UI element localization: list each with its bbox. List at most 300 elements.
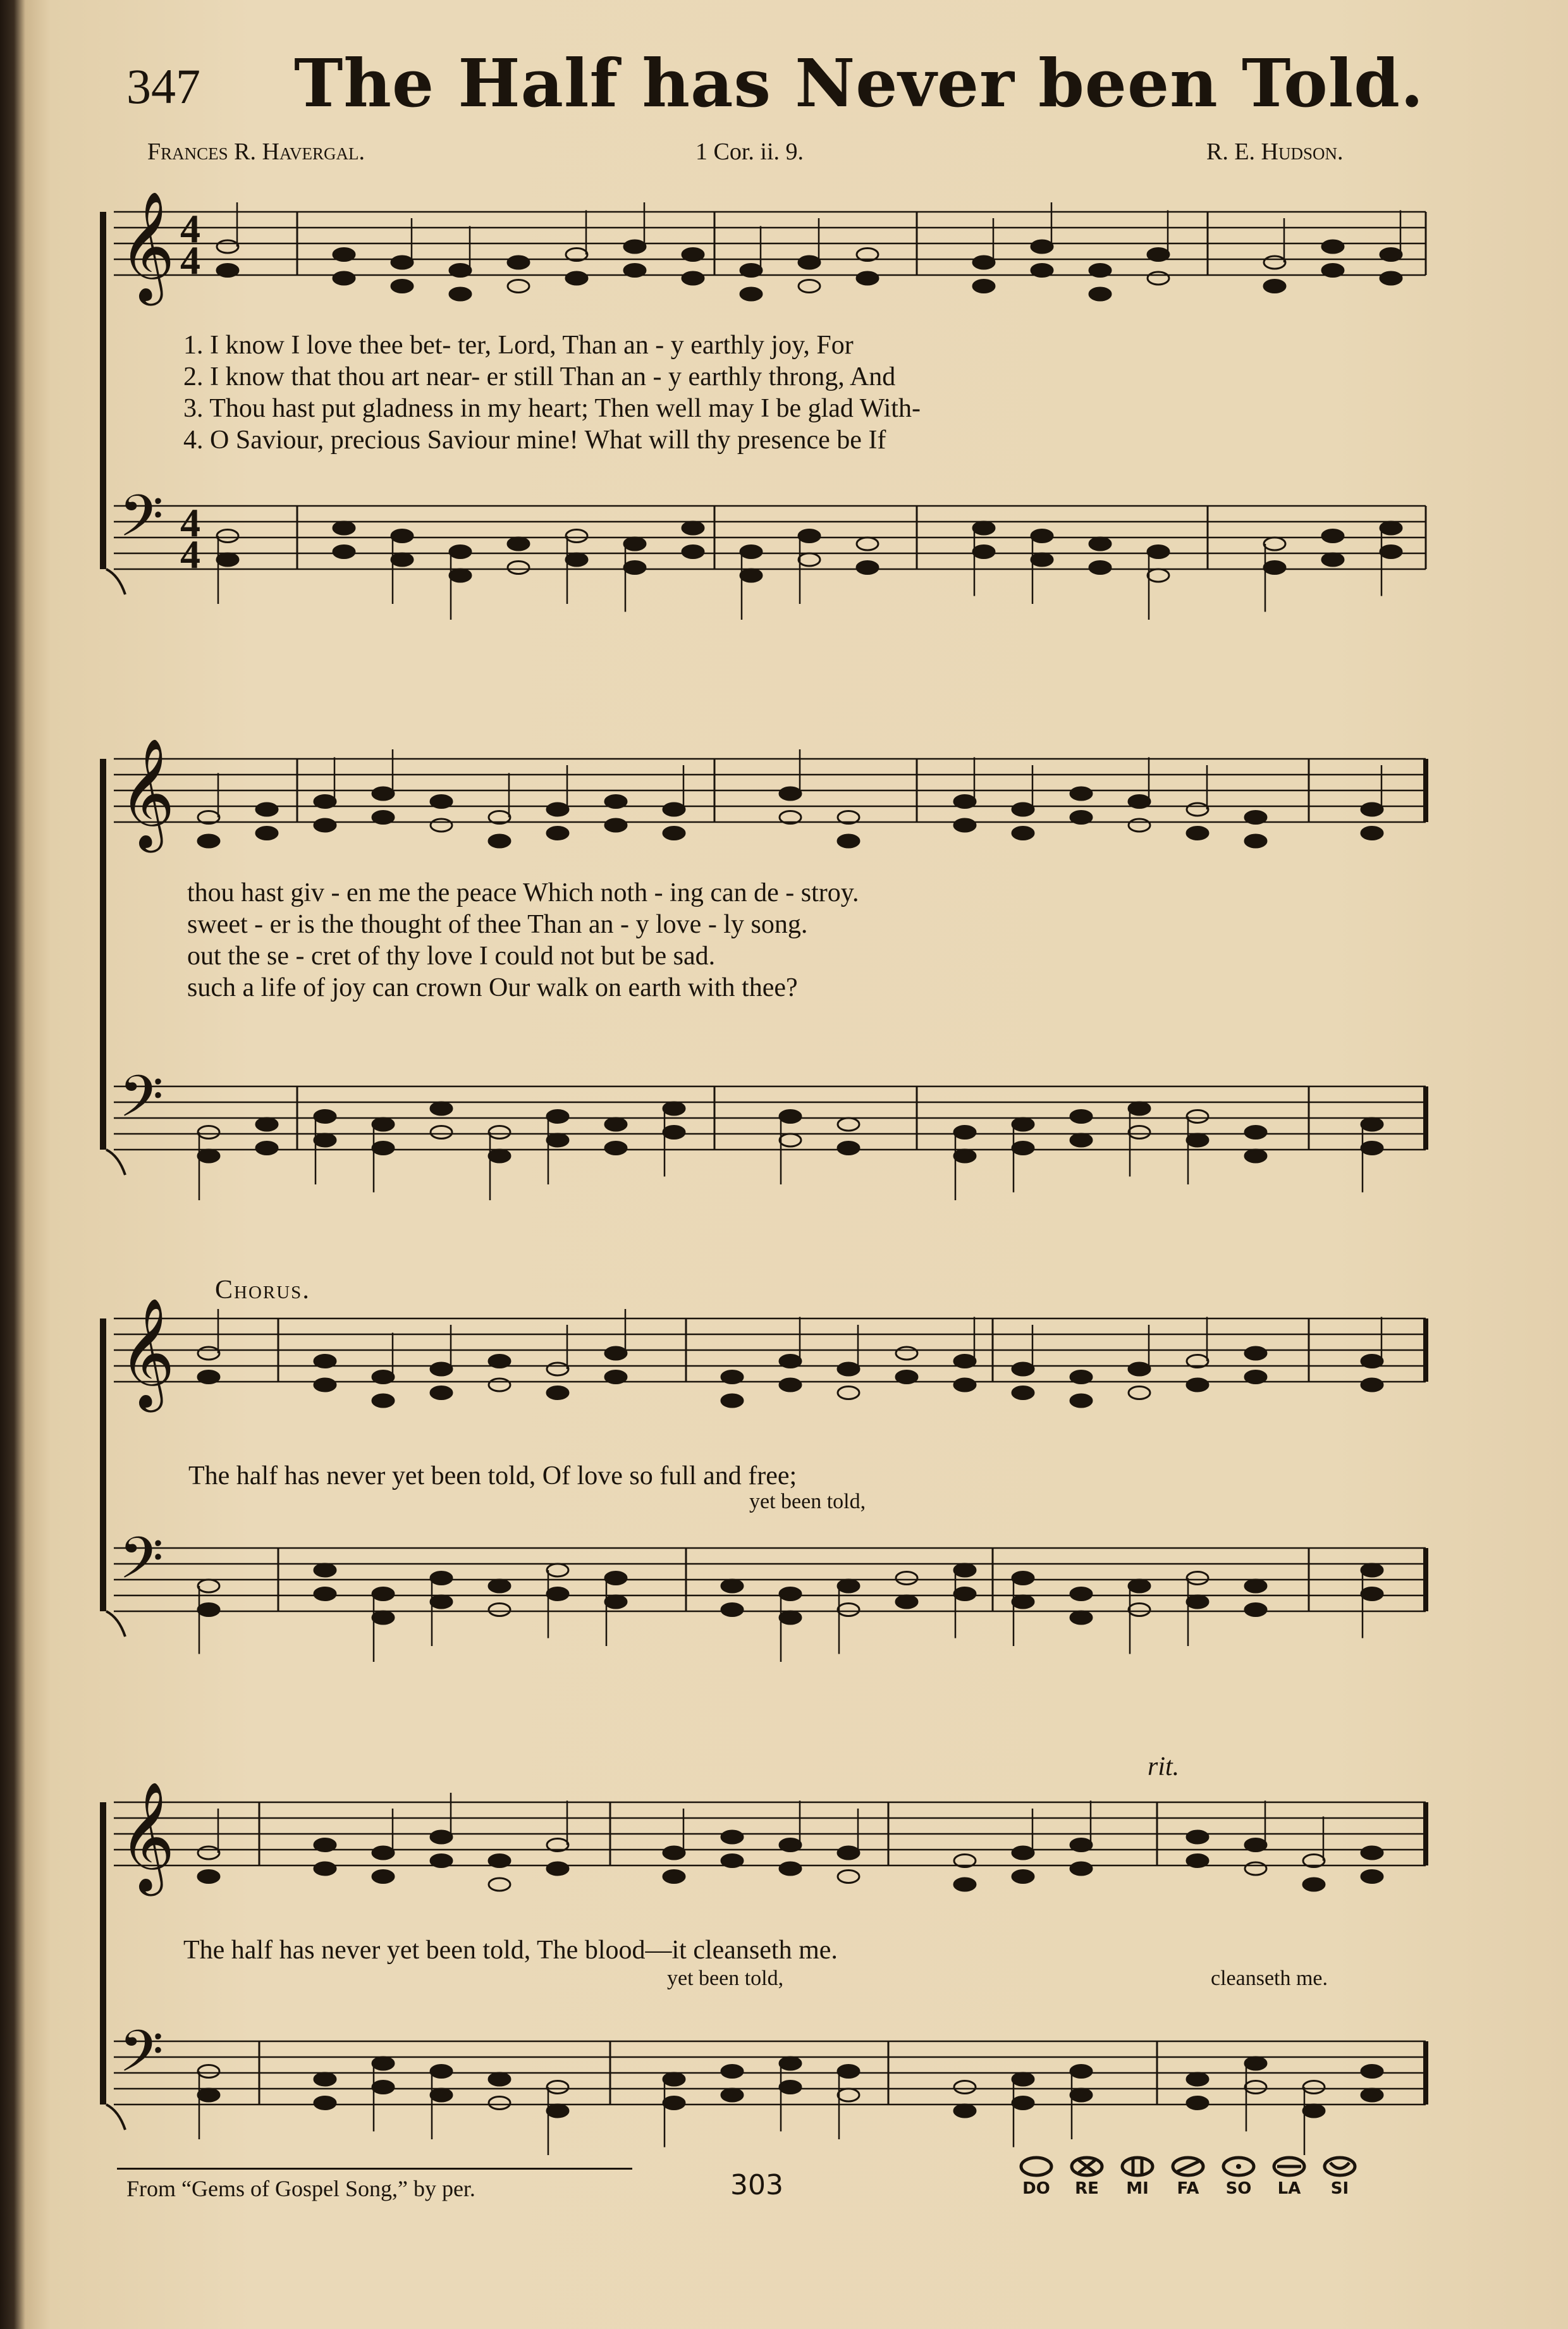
shape-key-si: SI	[1321, 2155, 1358, 2198]
notehead	[1361, 1847, 1383, 1859]
notehead	[1129, 819, 1150, 832]
notehead	[372, 1394, 394, 1407]
notehead	[489, 1355, 510, 1368]
notehead	[1245, 1580, 1266, 1592]
notehead	[547, 1387, 568, 1399]
notehead	[954, 2081, 976, 2094]
notehead	[682, 522, 704, 534]
notehead	[1129, 1580, 1150, 1592]
notehead	[1380, 249, 1402, 261]
verse-1-line-1: 1. I know I love thee bet- ter, Lord, Than an - y earthly joy, For	[183, 331, 854, 360]
notehead	[333, 249, 355, 261]
notehead	[721, 1580, 743, 1592]
la-shape-icon	[1272, 2155, 1306, 2178]
notehead	[663, 2097, 685, 2110]
notehead	[1187, 1110, 1208, 1123]
notehead	[372, 1118, 394, 1131]
notehead	[198, 1604, 219, 1616]
notehead	[1245, 2057, 1266, 2070]
notehead	[1361, 1588, 1383, 1601]
verse-2-line-2: sweet - er is the thought of thee Than an - y love - ly song.	[187, 910, 808, 939]
notehead	[547, 2081, 568, 2094]
bass-clef: 𝄢	[119, 1063, 164, 1144]
notehead	[566, 530, 587, 543]
notehead	[1264, 562, 1285, 574]
notehead	[566, 272, 587, 285]
shape-key-do: DO	[1018, 2155, 1055, 2198]
notehead	[1012, 803, 1034, 816]
notehead	[663, 1126, 685, 1139]
notehead	[1322, 264, 1344, 277]
notehead	[1012, 1387, 1034, 1399]
notehead	[1361, 2065, 1383, 2078]
notehead	[780, 787, 801, 800]
notehead	[431, 819, 452, 832]
notehead	[1012, 1595, 1034, 1608]
re-shape-icon	[1070, 2155, 1104, 2178]
notehead	[508, 280, 529, 293]
notehead	[333, 272, 355, 285]
notehead	[1380, 522, 1402, 534]
notehead	[1089, 264, 1111, 277]
notehead	[1129, 1363, 1150, 1375]
notehead	[605, 1347, 627, 1360]
bracket-curl	[106, 1611, 125, 1637]
notehead	[954, 1588, 976, 1601]
notehead	[1070, 2065, 1092, 2078]
notehead	[740, 288, 762, 300]
notehead	[954, 819, 976, 832]
notehead	[740, 546, 762, 558]
composer: R. E. Hudson.	[1206, 138, 1344, 165]
notehead	[1070, 1394, 1092, 1407]
bass-clef: 𝄢	[119, 482, 164, 563]
notehead	[954, 1355, 976, 1368]
notehead	[489, 1126, 510, 1139]
notehead	[838, 1580, 859, 1592]
notehead	[1245, 1347, 1266, 1360]
notehead	[1380, 272, 1402, 285]
notehead	[1031, 264, 1053, 277]
chorus-line-2-echo-2: cleanseth me.	[1211, 1967, 1328, 1990]
chorus-line-1-echo: yet been told,	[749, 1490, 866, 1513]
notehead	[1031, 530, 1053, 543]
notehead	[217, 553, 238, 566]
notehead	[663, 1102, 685, 1115]
notehead	[605, 796, 627, 808]
notehead	[721, 1831, 743, 1843]
bracket-curl	[106, 569, 125, 594]
notehead	[314, 1379, 336, 1391]
notehead	[1129, 1604, 1150, 1616]
notehead	[973, 280, 995, 293]
notehead	[1089, 288, 1111, 300]
notehead	[605, 819, 627, 832]
notehead	[605, 1595, 627, 1608]
notehead	[682, 546, 704, 558]
notehead	[450, 569, 471, 582]
notehead	[1245, 835, 1266, 847]
notehead	[198, 1347, 219, 1360]
notehead	[1245, 1371, 1266, 1384]
notehead	[838, 835, 859, 847]
bass-clef: 𝄢	[119, 2018, 164, 2099]
notehead	[198, 1371, 219, 1384]
notehead	[1187, 1134, 1208, 1146]
notehead	[372, 1847, 394, 1859]
notehead	[217, 530, 238, 543]
notehead	[1129, 1126, 1150, 1139]
fa-shape-icon	[1171, 2155, 1205, 2178]
notehead	[372, 787, 394, 800]
notehead	[1070, 1134, 1092, 1146]
notehead	[508, 538, 529, 550]
time-signature: 4	[180, 206, 200, 251]
notehead	[1031, 553, 1053, 566]
chorus-line-1: The half has never yet been told, Of love so full and free;	[188, 1461, 797, 1490]
notehead	[1187, 1831, 1208, 1843]
notehead	[1012, 1363, 1034, 1375]
notehead	[663, 1847, 685, 1859]
notehead	[624, 538, 646, 550]
notehead	[954, 1878, 976, 1891]
verse-1-line-2: thou hast giv - en me the peace Which noth - ing can de - stroy.	[187, 878, 859, 907]
notehead	[1303, 1878, 1325, 1891]
notehead	[780, 1134, 801, 1146]
notehead	[838, 2065, 859, 2078]
notehead	[1070, 1110, 1092, 1123]
notehead	[256, 803, 278, 816]
notehead	[314, 1134, 336, 1146]
notehead	[1361, 1142, 1383, 1155]
notehead	[489, 1150, 510, 1162]
bracket-curl	[106, 2105, 125, 2130]
notehead	[1361, 1379, 1383, 1391]
notehead	[256, 1118, 278, 1131]
notehead	[372, 1371, 394, 1384]
notehead	[1012, 1871, 1034, 1883]
notehead	[1031, 240, 1053, 253]
notehead	[1148, 249, 1169, 261]
mi-shape-icon	[1120, 2155, 1155, 2178]
so-shape-icon	[1222, 2155, 1256, 2178]
time-signature: 4	[180, 238, 200, 283]
notehead	[780, 1862, 801, 1875]
notehead	[1012, 1118, 1034, 1131]
notehead	[1187, 1572, 1208, 1585]
notehead	[1129, 1387, 1150, 1399]
notehead	[431, 1572, 452, 1585]
notehead	[547, 1564, 568, 1576]
do-shape-icon	[1019, 2155, 1053, 2178]
notehead	[954, 1126, 976, 1139]
treble-clef: 𝄞	[119, 1298, 175, 1408]
notehead	[314, 1355, 336, 1368]
notehead	[314, 819, 336, 832]
notehead	[780, 1379, 801, 1391]
notehead	[1070, 2089, 1092, 2101]
notehead	[954, 796, 976, 808]
notehead	[799, 553, 820, 566]
notehead	[391, 280, 413, 293]
notehead	[431, 796, 452, 808]
notehead	[799, 530, 820, 543]
notehead	[198, 1580, 219, 1592]
notehead	[1361, 827, 1383, 840]
notehead	[624, 264, 646, 277]
notehead	[838, 1142, 859, 1155]
notehead	[799, 280, 820, 293]
page-number: 303	[730, 2169, 783, 2201]
notehead	[1187, 1855, 1208, 1867]
notehead	[431, 1126, 452, 1139]
notehead	[1089, 562, 1111, 574]
notehead	[1012, 2073, 1034, 2086]
notehead	[838, 1387, 859, 1399]
shape-key-re: RE	[1069, 2155, 1105, 2198]
notehead	[431, 2065, 452, 2078]
notehead	[721, 1604, 743, 1616]
shape-note-key	[1018, 2155, 1358, 2198]
notehead	[1245, 1604, 1266, 1616]
notehead	[1361, 2089, 1383, 2101]
shape-key-fa: FA	[1170, 2155, 1206, 2198]
notehead	[391, 553, 413, 566]
notehead	[1245, 811, 1266, 824]
notehead	[1361, 1355, 1383, 1368]
notehead	[1187, 2073, 1208, 2086]
notehead	[1129, 796, 1150, 808]
notehead	[547, 1134, 568, 1146]
hymn-title: The Half has Never been Told.	[294, 44, 1424, 122]
verse-2-line-1: 2. I know that thou art near- er still Than an - y earthly throng, And	[183, 362, 896, 391]
notehead	[838, 1604, 859, 1616]
notehead	[1361, 1564, 1383, 1576]
treble-clef: 𝄞	[119, 191, 175, 301]
notehead	[780, 1839, 801, 1852]
notehead	[489, 1604, 510, 1616]
verse-4-line-1: 4. O Saviour, precious Saviour mine! What will thy presence be If	[183, 426, 886, 455]
notehead	[314, 1588, 336, 1601]
notehead	[624, 562, 646, 574]
notehead	[256, 1142, 278, 1155]
notehead	[1187, 827, 1208, 840]
notehead	[799, 256, 820, 269]
notehead	[740, 569, 762, 582]
notehead	[431, 1387, 452, 1399]
notehead	[1012, 1572, 1034, 1585]
notehead	[198, 1126, 219, 1139]
notehead	[489, 2073, 510, 2086]
notehead	[838, 1871, 859, 1883]
footer-source: From “Gems of Gospel Song,” by per.	[126, 2176, 475, 2201]
notehead	[372, 1871, 394, 1883]
notehead	[547, 1363, 568, 1375]
bracket-curl	[106, 1150, 125, 1175]
notehead	[256, 827, 278, 840]
notehead	[333, 546, 355, 558]
notehead	[780, 2057, 801, 2070]
notehead	[857, 272, 878, 285]
notehead	[973, 256, 995, 269]
notehead	[372, 1611, 394, 1624]
notehead	[1245, 1862, 1266, 1875]
notehead	[198, 2089, 219, 2101]
notehead	[547, 827, 568, 840]
chorus-line-2-echo-1: yet been told,	[667, 1967, 784, 1990]
time-signature: 4	[180, 532, 200, 577]
notehead	[1264, 256, 1285, 269]
notehead	[1070, 811, 1092, 824]
notehead	[973, 522, 995, 534]
notehead	[682, 272, 704, 285]
notehead	[450, 288, 471, 300]
notehead	[372, 811, 394, 824]
author: Frances R. Havergal.	[147, 138, 365, 165]
notehead	[450, 264, 471, 277]
notehead	[1187, 1379, 1208, 1391]
notehead	[1012, 827, 1034, 840]
treble-clef: 𝄞	[119, 738, 175, 848]
notehead	[1070, 787, 1092, 800]
notehead	[838, 1118, 859, 1131]
notehead	[1322, 240, 1344, 253]
notehead	[721, 1394, 743, 1407]
notehead	[973, 546, 995, 558]
notehead	[896, 1572, 917, 1585]
notehead	[489, 1855, 510, 1867]
notehead	[431, 1363, 452, 1375]
notehead	[372, 2081, 394, 2094]
notehead	[1380, 546, 1402, 558]
notehead	[605, 1118, 627, 1131]
notehead	[1089, 538, 1111, 550]
notehead	[605, 1572, 627, 1585]
system-bracket	[100, 212, 106, 569]
notehead	[780, 1355, 801, 1368]
notehead	[1322, 530, 1344, 543]
notehead	[1303, 2105, 1325, 2117]
notehead	[489, 2097, 510, 2110]
scripture-ref: 1 Cor. ii. 9.	[695, 138, 804, 165]
notehead	[314, 1110, 336, 1123]
notehead	[566, 553, 587, 566]
shape-key-mi: MI	[1119, 2155, 1156, 2198]
notehead	[450, 546, 471, 558]
si-shape-icon	[1323, 2155, 1357, 2178]
notehead	[954, 1150, 976, 1162]
notehead	[198, 2065, 219, 2078]
notehead	[1245, 2081, 1266, 2094]
notehead	[314, 1564, 336, 1576]
shape-key-la: LA	[1271, 2155, 1308, 2198]
notehead	[547, 2105, 568, 2117]
notehead	[372, 2057, 394, 2070]
notehead	[489, 835, 510, 847]
notehead	[1012, 1142, 1034, 1155]
chorus-label: Chorus.	[215, 1275, 310, 1305]
notehead	[1070, 1588, 1092, 1601]
notehead	[954, 2105, 976, 2117]
notehead	[391, 530, 413, 543]
notehead	[780, 2081, 801, 2094]
notehead	[547, 803, 568, 816]
notehead	[896, 1595, 917, 1608]
notehead	[721, 2089, 743, 2101]
notehead	[489, 1379, 510, 1391]
notehead	[547, 1588, 568, 1601]
notehead	[857, 562, 878, 574]
notehead	[431, 1595, 452, 1608]
notehead	[896, 1347, 917, 1360]
notehead	[489, 1580, 510, 1592]
notehead	[896, 1371, 917, 1384]
notehead	[1187, 803, 1208, 816]
notehead	[1012, 1847, 1034, 1859]
notehead	[431, 1102, 452, 1115]
notehead	[198, 1871, 219, 1883]
notehead	[954, 1564, 976, 1576]
system-bracket	[100, 759, 106, 1150]
notehead	[721, 1855, 743, 1867]
notehead	[663, 1871, 685, 1883]
time-signature: 4	[180, 500, 200, 545]
notehead	[1148, 546, 1169, 558]
notehead	[857, 538, 878, 550]
notehead	[198, 1847, 219, 1859]
notehead	[1148, 272, 1169, 285]
notehead	[954, 1379, 976, 1391]
notehead	[605, 1142, 627, 1155]
hymn-number: 347	[126, 59, 200, 114]
notehead	[605, 1371, 627, 1384]
notehead	[1070, 1371, 1092, 1384]
notehead	[1187, 1595, 1208, 1608]
footer-rule	[117, 2168, 632, 2170]
notehead	[838, 1847, 859, 1859]
notehead	[1322, 553, 1344, 566]
notehead	[1187, 2097, 1208, 2110]
notehead	[431, 1855, 452, 1867]
notehead	[740, 264, 762, 277]
notehead	[780, 1110, 801, 1123]
notehead	[1070, 1611, 1092, 1624]
notehead	[372, 1142, 394, 1155]
verse-3-line-1: 3. Thou hast put gladness in my heart; Then well may I be glad With-	[183, 394, 921, 423]
notehead	[314, 796, 336, 808]
notehead	[1361, 1118, 1383, 1131]
ritardando-mark: rit.	[1148, 1752, 1180, 1781]
notehead	[1245, 1126, 1266, 1139]
notehead	[508, 562, 529, 574]
notehead	[1245, 1839, 1266, 1852]
notehead	[1012, 2097, 1034, 2110]
treble-clef: 𝄞	[119, 1781, 175, 1891]
notehead	[431, 2089, 452, 2101]
notehead	[547, 1862, 568, 1875]
notehead	[217, 240, 238, 253]
shape-key-so: SO	[1220, 2155, 1257, 2198]
notehead	[663, 827, 685, 840]
notehead	[489, 1878, 510, 1891]
notehead	[314, 2073, 336, 2086]
notehead	[391, 256, 413, 269]
notehead	[1361, 803, 1383, 816]
notehead	[663, 803, 685, 816]
notehead	[217, 264, 238, 277]
verse-4-line-2: such a life of joy can crown Our walk on earth with thee?	[187, 973, 798, 1002]
notehead	[663, 2073, 685, 2086]
